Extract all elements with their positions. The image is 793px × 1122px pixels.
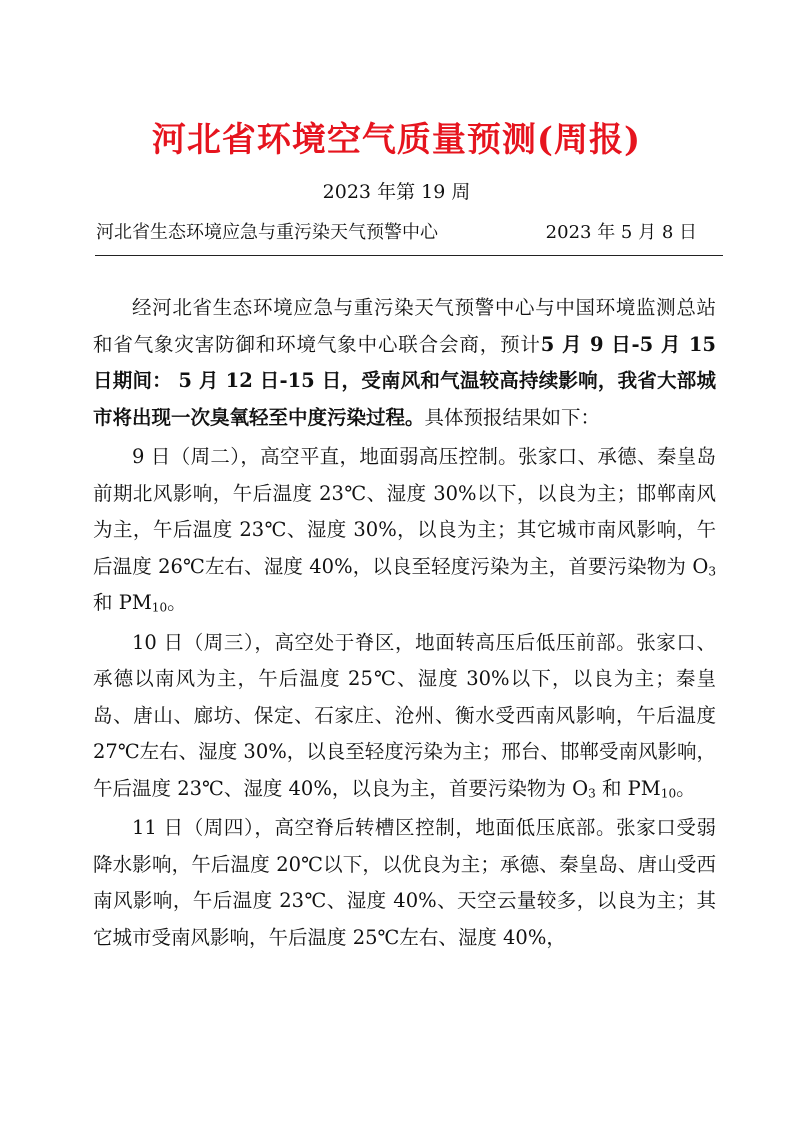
day-text: 10 日（周三），高空处于脊区，地面转高压后低压前部。张家口、承德以南风为主，午后温度 25℃、湿度 30%以下，以良为主；秦皇岛、唐山、廊坊、保定、石家庄、沧州、衡水受西南风影响，午后温度 27℃左右、湿度 30%，以良至轻度污染为主；邢台、邯郸受南风影响，午后温度 23℃、湿度 40%，以良为主，首要污染物为 [93,630,716,800]
header-divider [95,255,723,256]
pollutant-o3: $O_3$ [692,554,716,578]
report-body [93,290,716,959]
intro-period: 5 月 9 日-5 月 15 日期间： [93,332,716,392]
report-title: 河北省环境空气质量预测(周报) [151,120,642,160]
intro-lead: 经河北省生态环境应急与重污染天气预警中心与中国环境监测总站和省气象灾害防御和环境气象中心联合会商，预计 [93,296,716,356]
issue-date: 2023 年 5 月 8 日 [545,222,697,243]
pollutant-pm10: $PM_{10}$ [627,776,677,800]
week-label: 2023 年第 19 周 [322,181,471,203]
issuer-line [96,218,697,244]
day-text: 11 日（周四），高空脊后转槽区控制，地面低压底部。张家口受弱降水影响，午后温度 20℃以下，以优良为主；承德、秦皇岛、唐山受西南风影响，午后温度 23℃、湿度 40%、天空云量较多，以良为主；其它城市受南风影响，午后温度 25℃左右、湿度 40%， [93,816,716,949]
intro-tail: 具体预报结果如下： [424,405,601,429]
forecast-day-11 [93,810,716,956]
pollutant-o3: $O_3$ [572,776,596,800]
intro-paragraph [93,290,716,436]
forecast-day-10: 10 日（周三），高空处于脊区，地面转高压后低压前部。张家口、承德以南风为主，午后温度 25℃、湿度 30%以下，以良为主；秦皇岛、唐山、廊坊、保定、石家庄、沧州、衡水受西南风影响，午后温度 27℃左右、湿度 30%，以良至轻度污染为主；邢台、邯郸受南风影响，午后温度 23℃、湿度 40%，以良为主，首要污染物为 $O_3$ 和 $PM_{10}$。 [93,630,716,800]
forecast-day-9: 9 日（周二），高空平直，地面弱高压控制。张家口、承德、秦皇岛前期北风影响，午后温度 23℃、湿度 30%以下，以良为主；邯郸南风为主，午后温度 23℃、湿度 30%，以良为主；其它城市南风影响，午后温度 26℃左右、湿度 40%，以良至轻度污染为主，首要污染物为 $O_3$ 和 $PM_{10}$。 [93,445,716,615]
issuer-name: 河北省生态环境应急与重污染天气预警中心 [96,222,438,243]
pollutant-pm10: $PM_{10}$ [118,591,168,615]
intro-summary: 5 月 12 日-15 日，受南风和气温较高持续影响，我省大部城市将出现一次臭氧轻至中度污染过程。 [93,369,716,429]
day-text: 9 日（周二），高空平直，地面弱高压控制。张家口、承德、秦皇岛前期北风影响，午后温度 23℃、湿度 30%以下，以良为主；邯郸南风为主，午后温度 23℃、湿度 30%，以良为主；其它城市南风影响，午后温度 26℃左右、湿度 40%，以良至轻度污染为主，首要污染物为 [93,445,716,578]
